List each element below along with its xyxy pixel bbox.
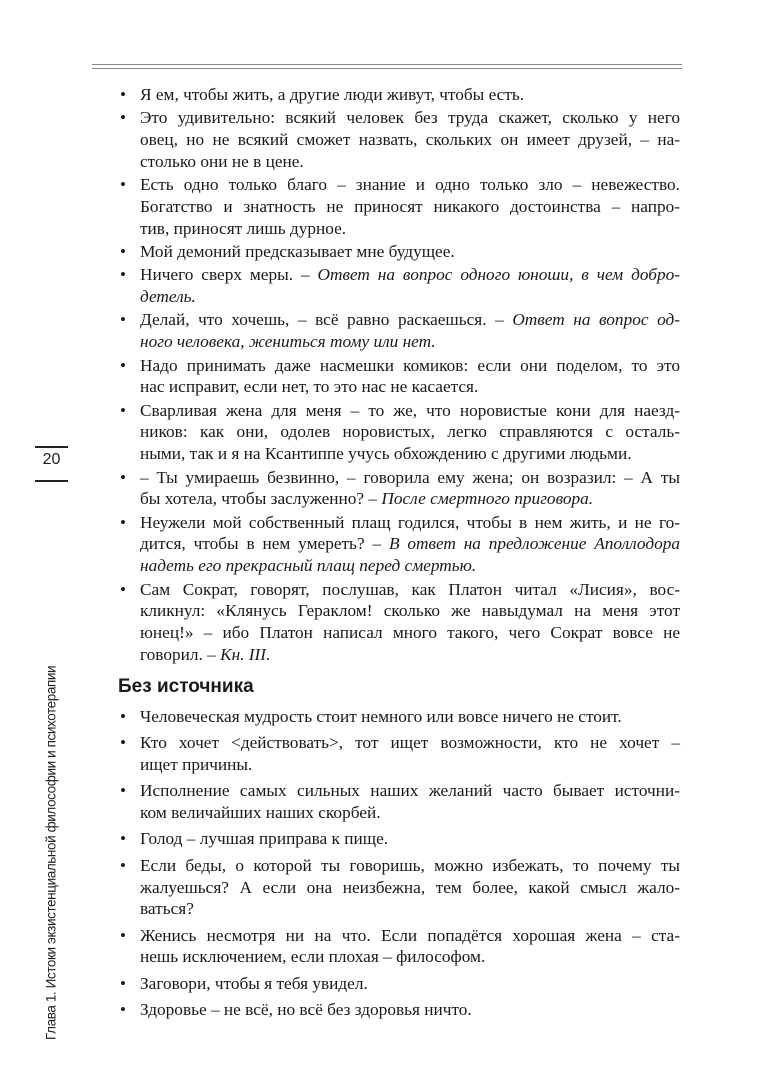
list-item — [118, 467, 680, 511]
quote-text: дится, чтобы в нем умереть? – — [140, 534, 389, 554]
text-line — [140, 400, 680, 422]
bullet-icon: • — [120, 707, 126, 726]
list-item — [118, 999, 680, 1021]
quote-source: После смертного приговора. — [381, 489, 594, 509]
quote-text: – Ты умираешь безвинно, – говорила ему жена; он возразил: – А ты — [140, 467, 680, 487]
quote-text: тив, приносят лишь дурное. — [140, 218, 347, 238]
quote-text: Надо принимать даже насмешки комиков: если они поделом, то это — [140, 355, 680, 375]
list-item — [118, 828, 680, 850]
text-line — [140, 973, 680, 995]
text-line — [140, 754, 680, 776]
list-item — [118, 84, 680, 106]
list-item — [118, 925, 680, 969]
bullet-icon: • — [120, 400, 126, 420]
text-line — [140, 622, 680, 644]
bullet-icon: • — [120, 310, 126, 330]
text-line — [140, 488, 680, 510]
quote-text: Делай, что хочешь, – всё равно раскаешься. – — [140, 310, 513, 330]
text-line — [140, 925, 680, 947]
quotes-list-no-source — [118, 706, 680, 1025]
quote-text: жалуешься? А если она неизбежна, тем более, какой смысл жало- — [140, 877, 680, 897]
text-line — [140, 600, 680, 622]
bullet-icon: • — [120, 855, 126, 875]
text-line — [140, 151, 680, 173]
quote-text: Неужели мой собственный плащ годился, чтобы в нем жить, и не го- — [140, 512, 680, 532]
text-line — [140, 533, 680, 555]
header-rule-top — [92, 64, 682, 65]
quote-source: Ответ на вопрос од- — [512, 310, 680, 330]
text-line — [140, 309, 680, 331]
bullet-icon: • — [120, 512, 126, 532]
list-item — [118, 400, 680, 465]
quote-text: Есть одно только благо – знание и одно только зло – невежество. — [140, 175, 680, 195]
text-line — [140, 218, 680, 240]
section-heading: Без источника — [118, 676, 254, 697]
bullet-icon: • — [120, 733, 126, 753]
text-line — [140, 644, 680, 666]
quote-text: Сам Сократ, говорят, послушав, как Платон читал «Лисия», вос- — [140, 579, 680, 599]
bullet-icon: • — [120, 1000, 126, 1020]
text-line — [140, 241, 680, 263]
text-line — [140, 579, 680, 601]
text-line — [140, 264, 680, 286]
list-item — [118, 512, 680, 577]
quote-text: Ничего сверх меры. – — [140, 265, 318, 285]
text-line — [140, 443, 680, 465]
bullet-icon: • — [120, 242, 126, 262]
quote-text: ваться? — [140, 899, 194, 919]
quote-text: Голод – лучшая приправа к пище. — [140, 829, 389, 849]
list-item — [118, 241, 680, 263]
quote-text: кликнул: «Клянусь Гераклом! сколько же навыдумал на меня этот — [140, 601, 680, 621]
quote-text: Я ем, чтобы жить, а другие люди живут, чтобы есть. — [140, 85, 525, 104]
quote-text: Кто хочет <действовать>, тот ищет возможности, кто не хочет – — [140, 733, 680, 753]
quote-text: Если беды, о которой ты говоришь, можно избежать, то почему ты — [140, 855, 680, 875]
quote-text: столько они не в цене. — [140, 151, 304, 171]
list-item — [118, 264, 680, 308]
quote-source: надеть его прекрасный плащ перед смертью. — [140, 556, 477, 576]
quote-text: Богатство и знатность не приносят никакого достоинства – напро- — [140, 196, 680, 216]
text-line — [140, 512, 680, 534]
text-line — [140, 421, 680, 443]
text-line — [140, 174, 680, 196]
text-line — [140, 898, 680, 920]
page-number-rule-bottom — [35, 480, 68, 482]
list-item — [118, 355, 680, 399]
list-item — [118, 579, 680, 666]
text-line — [140, 802, 680, 824]
list-item — [118, 973, 680, 995]
quote-text: Сварливая жена для меня – то же, что норовистые кони для наезд- — [140, 400, 680, 420]
quote-text: Исполнение самых сильных наших желаний часто бывает источни- — [140, 781, 680, 801]
quote-text: юнец!» – ибо Платон написал много такого, чего Сократ вовсе не — [140, 623, 680, 643]
list-item — [118, 309, 680, 353]
quote-text: говорил. – — [140, 644, 221, 664]
quote-text: нешь исключением, если плохая – философом. — [140, 947, 486, 967]
quotes-list — [118, 84, 680, 667]
quote-source: В ответ на предложение Аполлодора — [388, 534, 680, 554]
bullet-icon: • — [120, 925, 126, 945]
running-title: Глава 1. Истоки экзистенциальной философии и психотерапии — [43, 665, 59, 1040]
bullet-icon: • — [120, 467, 126, 487]
text-line — [140, 331, 680, 353]
quote-text: Человеческая мудрость стоит немного или вовсе ничего не стоит. — [140, 707, 622, 726]
bullet-icon: • — [120, 829, 126, 849]
text-line — [140, 376, 680, 398]
text-line — [140, 467, 680, 489]
bullet-icon: • — [120, 579, 126, 599]
bullet-icon: • — [120, 355, 126, 375]
page-number-rule-top — [35, 446, 68, 448]
quote-text: Это удивительно: всякий человек без труда скажет, сколько у него — [140, 108, 680, 128]
quote-text: ищет причины. — [140, 755, 253, 775]
bullet-icon: • — [120, 781, 126, 801]
text-line — [140, 129, 680, 151]
quote-text: Здоровье – не всё, но всё без здоровья ничто. — [140, 1000, 472, 1020]
list-item — [118, 780, 680, 824]
quote-text: ком величайших наших скорбей. — [140, 803, 381, 823]
header-rule-bottom — [92, 68, 682, 69]
quote-source: ного человека, жениться тому или нет. — [140, 332, 436, 352]
quote-text: ными, так и я на Ксантиппе учусь обхождению с другими людьми. — [140, 444, 632, 464]
text-line — [140, 732, 680, 754]
quote-text: бы хотела, чтобы заслуженно? – — [140, 489, 382, 509]
quote-source: Ответ на вопрос одного юноши, в чем добро- — [317, 265, 680, 285]
bullet-icon: • — [120, 108, 126, 128]
quote-text: ников: как они, одолев норовистых, легко справляются с осталь- — [140, 422, 680, 442]
page-number: 20 — [42, 451, 61, 468]
text-line — [140, 877, 680, 899]
text-line — [140, 286, 680, 308]
quote-source: детель. — [140, 287, 196, 307]
text-line — [140, 828, 680, 850]
quote-text: Мой демоний предсказывает мне будущее. — [140, 242, 455, 262]
text-line — [140, 84, 680, 106]
quote-text: нас исправит, если нет, то это нас не касается. — [140, 377, 479, 397]
text-line — [140, 706, 680, 728]
bullet-icon: • — [120, 265, 126, 285]
bullet-icon: • — [120, 85, 126, 104]
text-line — [140, 107, 680, 129]
text-line — [140, 855, 680, 877]
list-item — [118, 732, 680, 776]
quote-text: Женись несмотря ни на что. Если попадётся хорошая жена – ста- — [140, 925, 680, 945]
quote-text: Заговори, чтобы я тебя увидел. — [140, 973, 368, 993]
text-line — [140, 999, 680, 1021]
list-item — [118, 855, 680, 920]
text-line — [140, 946, 680, 968]
quote-text: овец, но не всякий сможет назвать, скольких он имеет друзей, – на- — [140, 130, 680, 150]
text-line — [140, 355, 680, 377]
list-item — [118, 706, 680, 728]
list-item — [118, 174, 680, 239]
bullet-icon: • — [120, 973, 126, 993]
quote-source: Кн. III. — [220, 644, 271, 664]
text-line — [140, 780, 680, 802]
text-line — [140, 555, 680, 577]
list-item — [118, 107, 680, 172]
bullet-icon: • — [120, 175, 126, 195]
text-line — [140, 196, 680, 218]
